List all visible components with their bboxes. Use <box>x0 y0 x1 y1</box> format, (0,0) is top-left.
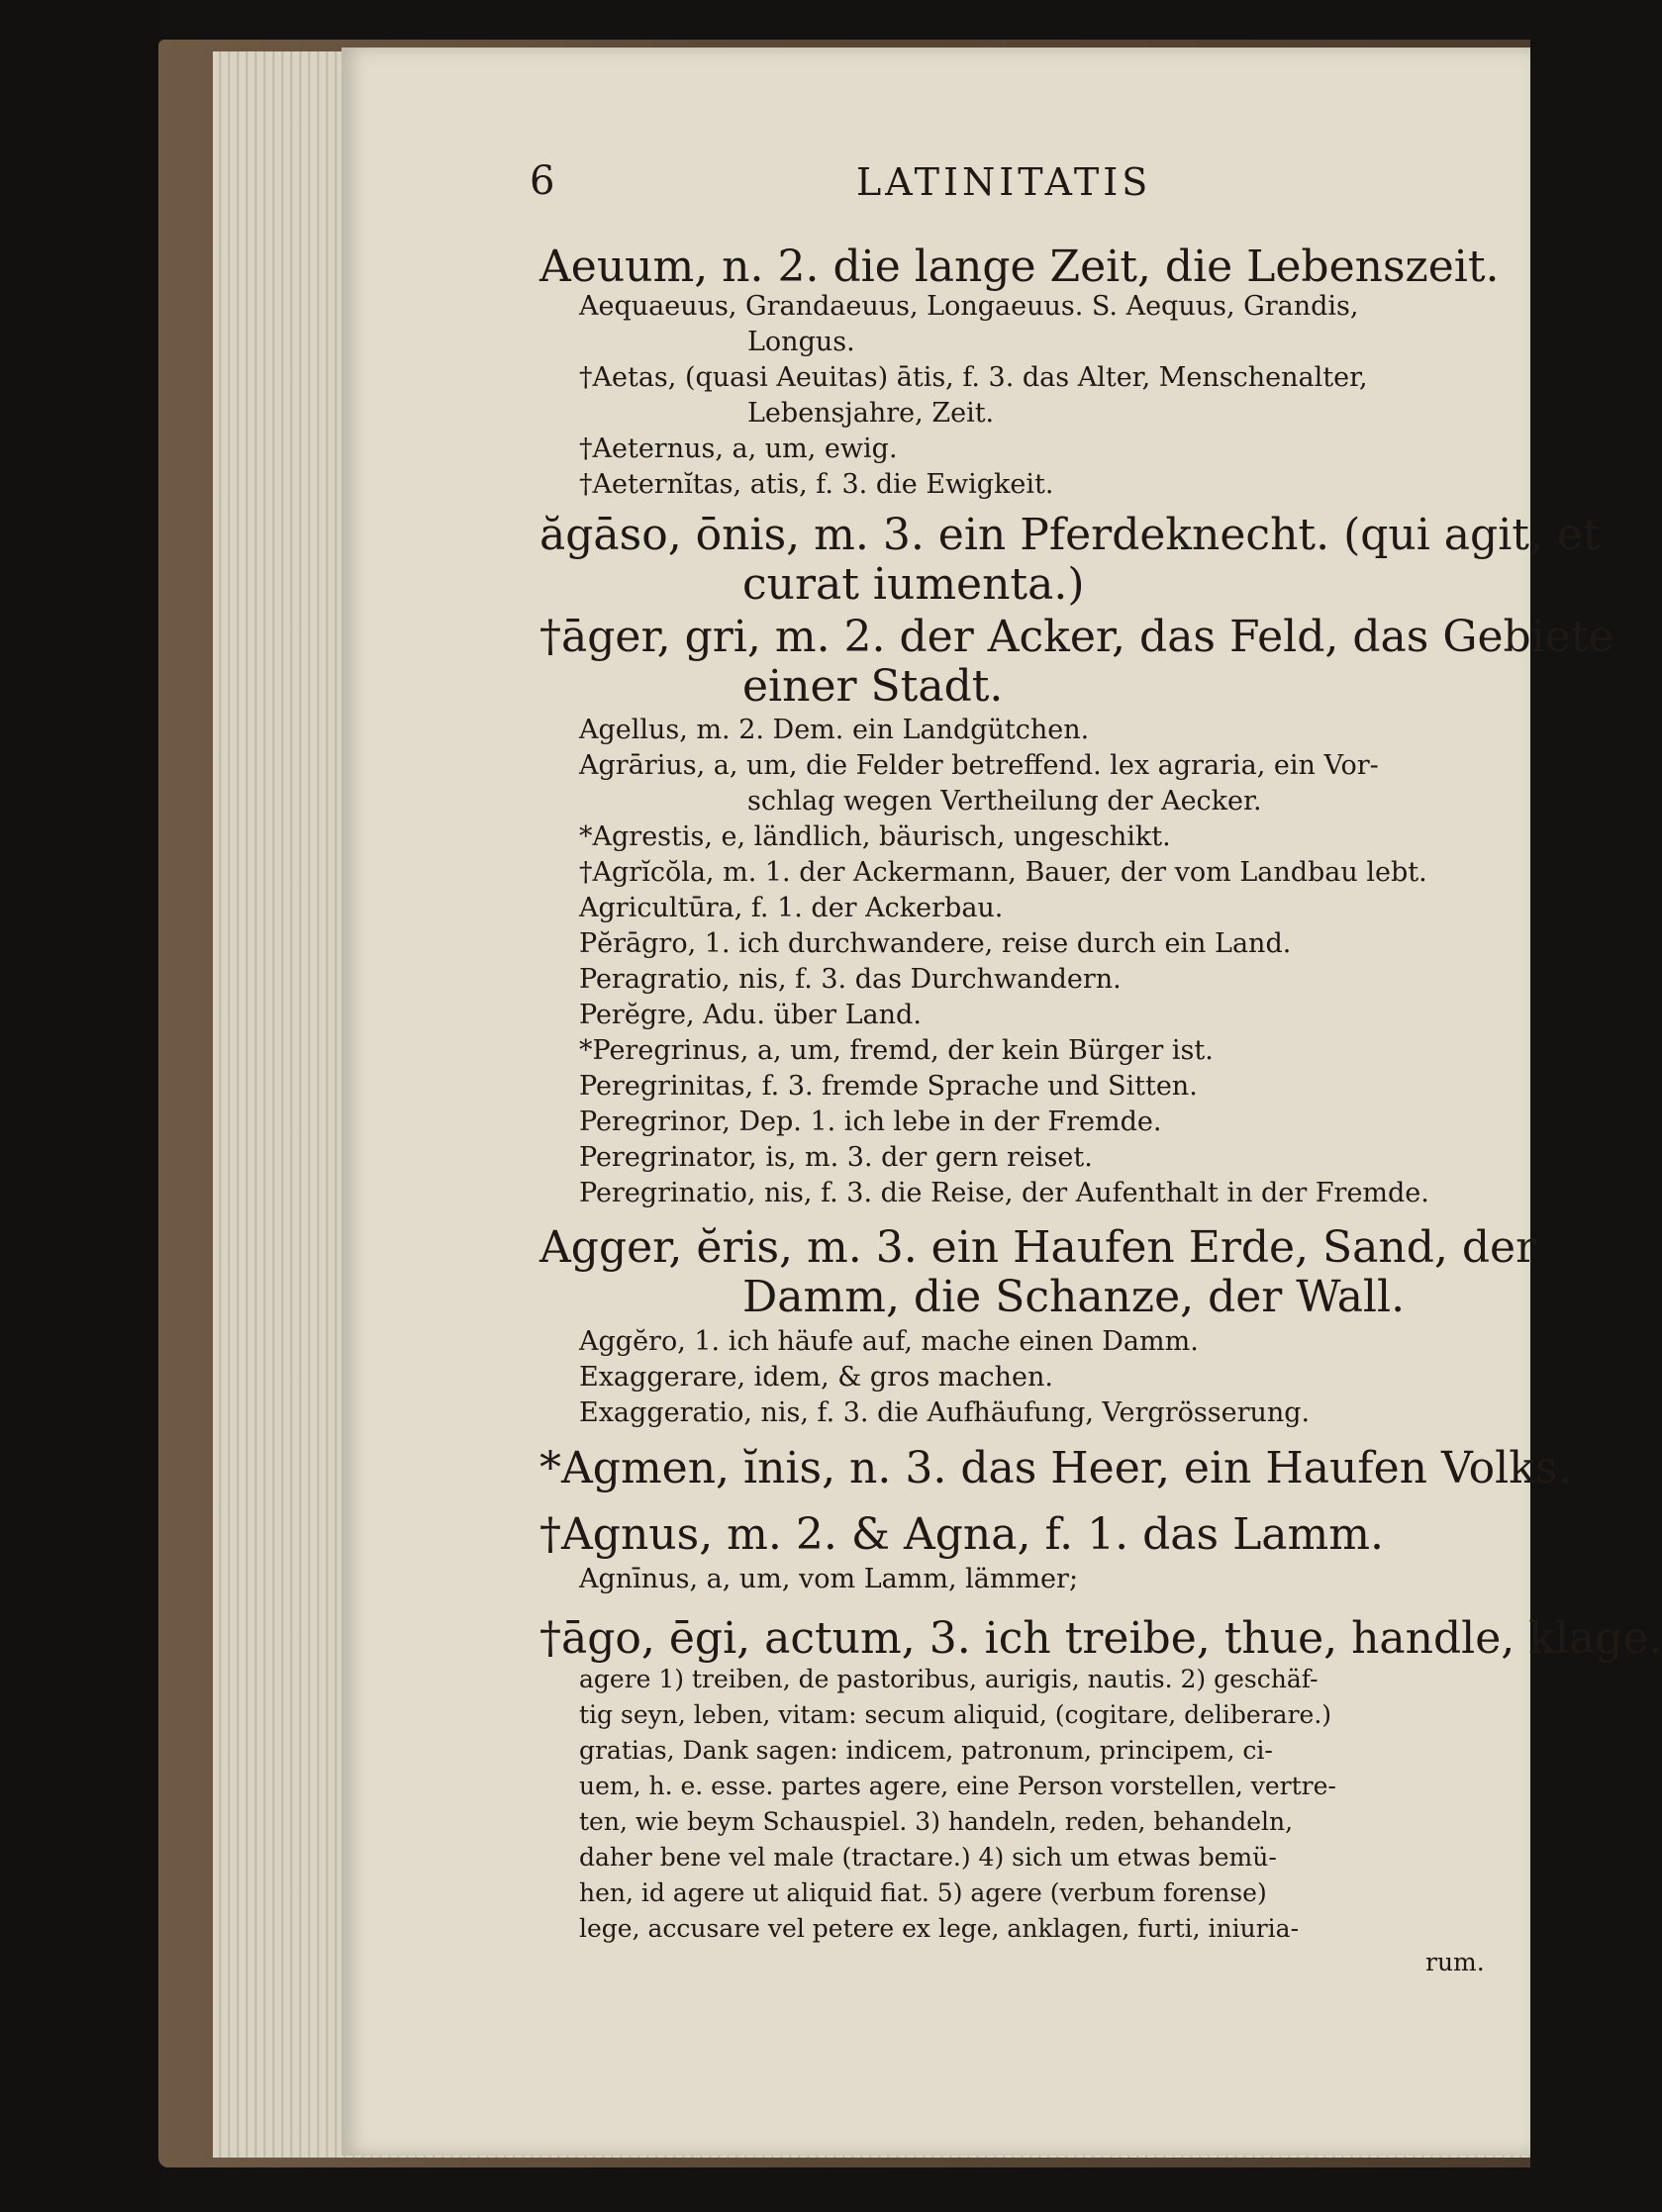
running-head: LATINITATIS <box>856 160 1152 204</box>
entry-line: Aequaeuus, Grandaeuus, Longaeuus. S. Aequus, Grandis, <box>579 291 1359 322</box>
entry-line: Longus. <box>747 327 855 357</box>
entry-line: Agricultūra, f. 1. der Ackerbau. <box>579 893 1004 923</box>
entry-heading-cont: einer Stadt. <box>742 661 1004 712</box>
entry-heading: †āger, gri, m. 2. der Acker, das Feld, das Gebiete <box>539 612 1614 662</box>
entry-line: lege, accusare vel petere ex lege, anklagen, furti, iniuria- <box>579 1914 1300 1943</box>
entry-line: Lebensjahre, Zeit. <box>747 398 995 429</box>
entry-heading: Aeuum, n. 2. die lange Zeit, die Lebenszeit. <box>539 241 1500 292</box>
entry-line: Peregrinator, is, m. 3. der gern reiset. <box>579 1142 1093 1173</box>
page-header <box>0 158 1530 228</box>
catchword: rum. <box>1425 1948 1485 1976</box>
entry-heading: *Agmen, ĭnis, n. 3. das Heer, ein Haufen Volks. <box>539 1443 1572 1493</box>
entry-line: Aggĕro, 1. ich häufe auf, mache einen Damm. <box>579 1326 1199 1357</box>
left-background <box>0 0 163 2212</box>
entry-line: Peregrinatio, nis, f. 3. die Reise, der Aufenthalt in der Fremde. <box>579 1178 1429 1208</box>
entry-line: Pĕrāgro, 1. ich durchwandere, reise durch ein Land. <box>579 928 1292 959</box>
entry-line: gratias, Dank sagen: indicem, patronum, principem, ci- <box>579 1736 1273 1765</box>
entry-line: †Aeternus, a, um, ewig. <box>579 433 898 464</box>
entry-line: Agrārius, a, um, die Felder betreffend. lex agraria, ein Vor- <box>579 750 1379 781</box>
entry-line: †Aetas, (quasi Aeuitas) ātis, f. 3. das Alter, Menschenalter, <box>579 362 1368 393</box>
entry-line: †Agrĭcŏla, m. 1. der Ackermann, Bauer, der vom Landbau lebt. <box>579 857 1427 888</box>
entry-line: Peregrinitas, f. 3. fremde Sprache und Sitten. <box>579 1071 1198 1102</box>
entry-line: hen, id agere ut aliquid fiat. 5) agere (verbum forense) <box>579 1878 1267 1907</box>
entry-line: daher bene vel male (tractare.) 4) sich um etwas bemü- <box>579 1843 1277 1872</box>
entry-line: tig seyn, leben, vitam: secum aliquid, (cogitare, deliberare.) <box>579 1700 1332 1729</box>
entry-heading-cont: Damm, die Schanze, der Wall. <box>742 1272 1406 1322</box>
entry-heading: †Agnus, m. 2. & Agna, f. 1. das Lamm. <box>539 1509 1384 1560</box>
entry-line: agere 1) treiben, de pastoribus, aurigis, nautis. 2) geschäf- <box>579 1665 1319 1693</box>
entry-line: *Agrestis, e, ländlich, bäurisch, ungeschikt. <box>579 821 1171 852</box>
entry-line: ten, wie beym Schauspiel. 3) handeln, reden, behandeln, <box>579 1807 1294 1836</box>
entry-heading: Agger, ĕris, m. 3. ein Haufen Erde, Sand, der <box>539 1222 1537 1273</box>
entry-line: *Peregrinus, a, um, fremd, der kein Bürger ist. <box>579 1035 1214 1066</box>
entry-line: uem, h. e. esse. partes agere, eine Person vorstellen, vertre- <box>579 1772 1336 1800</box>
entry-line: Agellus, m. 2. Dem. ein Landgütchen. <box>579 715 1090 745</box>
entry-heading: †āgo, ēgi, actum, 3. ich treibe, thue, handle, klage. <box>539 1613 1662 1664</box>
entry-line: Agnīnus, a, um, vom Lamm, lämmer; <box>579 1564 1079 1594</box>
page-number: 6 <box>530 158 555 204</box>
entry-line: Perĕgre, Adu. über Land. <box>579 1000 922 1030</box>
entry-line: schlag wegen Vertheilung der Aecker. <box>747 786 1262 817</box>
entry-line: Exaggerare, idem, & gros machen. <box>579 1362 1053 1393</box>
entry-line: †Aeternĭtas, atis, f. 3. die Ewigkeit. <box>579 469 1054 500</box>
entry-line: Exaggeratio, nis, f. 3. die Aufhäufung, Vergrösserung. <box>579 1397 1311 1428</box>
entry-line: Peregrinor, Dep. 1. ich lebe in der Fremde. <box>579 1106 1162 1137</box>
entry-heading-cont: curat iumenta.) <box>742 559 1085 610</box>
entry-heading: ăgāso, ōnis, m. 3. ein Pferdeknecht. (qui agit, et <box>539 510 1601 560</box>
entry-line: Peragratio, nis, f. 3. das Durchwandern. <box>579 964 1122 995</box>
